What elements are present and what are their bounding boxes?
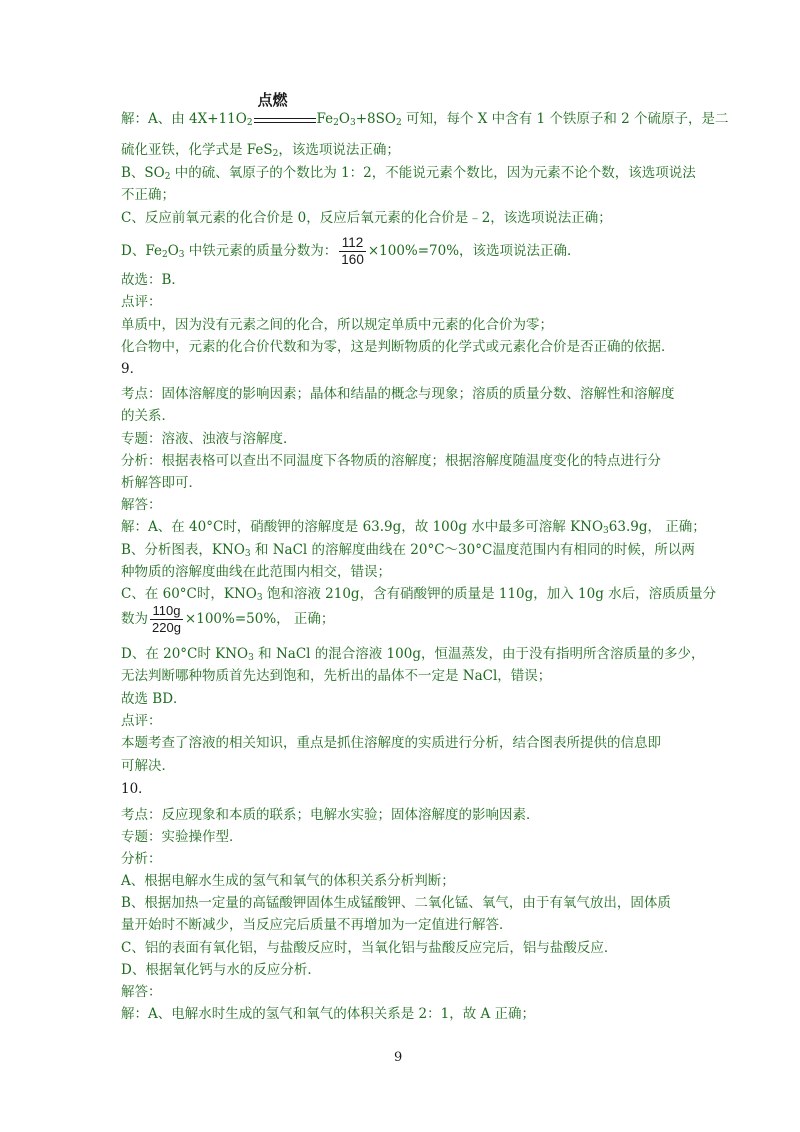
q9-option-b-line2: 种物质的溶解度曲线在此范围内相交，错误； (121, 564, 391, 580)
q10-kaodian: 考点：反应现象和本质的联系；电解水实验；固体溶解度的影响因素． (121, 807, 540, 823)
q8-option-b-line1: B、$SO_2$ 中的硫、氧原子的个数比为 1：2，不能说元素个数比，因为元素不论个数，该选项说法 (121, 165, 696, 182)
q9-jieda-label: 解答： (121, 497, 162, 513)
q8-comment-label: 点评： (121, 294, 162, 310)
q9-comment-line2: 可解决． (121, 758, 175, 774)
q10-fenxi-label: 分析： (121, 851, 162, 867)
q9-option-c-line2: 数为 $\frac{110g}{220g}$ ×100%=50%， 正确； (121, 603, 335, 635)
q10-fenxi-b-line1: B、根据加热一定量的高锰酸钾固体生成锰酸钾、二氧化锰、氧气，由于有氧气放出，固体质 (121, 895, 671, 911)
q9-option-d-line2: 无法判断哪种物质首先达到饱和，先析出的晶体不一定是 NaCl，错误； (121, 668, 552, 684)
q10-fenxi-b-line2: 量开始时不断减少，当反应完后质量不再增加为一定值进行解答． (121, 917, 513, 933)
reaction-condition-arrow: 点燃 (254, 113, 316, 127)
q10-fenxi-c: C、铝的表面有氧化铝，与盐酸反应时，当氧化铝与盐酸反应完后，铝与盐酸反应． (121, 940, 618, 956)
q9-option-b-line1: B、分析图表，$KNO_3$ 和 NaCl 的溶解度曲线在 20°C～30°C温度范围内有相同的时候，所以两 (121, 542, 695, 559)
q10-fenxi-d: D、根据氧化钙与水的反应分析． (121, 962, 321, 978)
q9-fenxi-line2: 析解答即可． (121, 475, 202, 491)
q9-comment-label: 点评： (121, 713, 162, 729)
q9-option-c-line1: C、在 60°C时，$KNO_3$ 饱和溶液 210g，含有硝酸钾的质量是 110g，加入 10g 水后，溶质质量分 (121, 586, 717, 603)
q10-jieda-a: 解：A、电解水时生成的氢气和氧气的体积关系是 2：1，故 A 正确； (121, 1006, 536, 1022)
page-number: 9 (394, 1050, 403, 1065)
q9-option-a: 解：A、在 40°C时，硝酸钾的溶解度是 63.9g，故 100g 水中最多可溶解 $KNO_363.9g$， 正确； (121, 519, 706, 536)
q10-zhuanti: 专题：实验操作型． (121, 829, 243, 845)
q10-fenxi-a: A、根据电解水生成的氢气和氧气的体积关系分析判断； (121, 873, 455, 889)
q9-fenxi-line1: 分析：根据表格可以查出不同温度下各物质的溶解度；根据溶解度随温度变化的特点进行分 (121, 453, 661, 469)
q8-comment-line2: 化合物中，元素的化合价代数和为零，这是判断物质的化学式或元素化合价是否正确的依据． (121, 339, 675, 355)
q8-option-a-line2: 硫化亚铁，化学式是 FeS$_2$，该选项说法正确； (121, 142, 400, 159)
fraction-112-160: $\frac{112}{160}$ (341, 235, 364, 267)
q8-option-c: C、反应前氧元素的化合价是 0，反应后氧元素的化合价是﹣2，该选项说法正确； (121, 210, 612, 226)
q10-jieda-label: 解答： (121, 984, 162, 1000)
q9-answer: 故选 BD． (121, 691, 187, 707)
q8-comment-line1: 单质中，因为没有元素之间的化合，所以规定单质中元素的化合价为零； (121, 317, 553, 333)
q9-comment-line1: 本题考查了溶液的相关知识，重点是抓住溶解度的实质进行分析，结合图表所提供的信息即 (121, 735, 661, 751)
q10-number: 10． (121, 781, 152, 797)
q8-option-a-line1: 解：A、由 $4X+11O_2$ 点燃 $Fe_2O_3+8SO_2$ 可知，每个 X 中含有 1 个铁原子和 2 个硫原子，是二 (121, 90, 729, 128)
q8-option-b-line2: 不正确； (121, 187, 175, 203)
q9-kaodian-line2: 的关系． (121, 408, 175, 424)
q8-option-d: D、$Fe_2O_3$ 中铁元素的质量分数为： $\frac{112}{160}$ ×100%=70%，该选项说法正确． (121, 235, 581, 267)
q9-number: 9． (121, 361, 144, 377)
q8-answer: 故选：B． (121, 272, 185, 288)
q9-option-d-line1: D、在 20°C时 $KNO_3$ 和 NaCl 的混合溶液 100g，恒温蒸发，由于没有指明所含溶质量的多少， (121, 646, 705, 663)
q9-zhuanti: 专题：溶液、浊液与溶解度． (121, 431, 297, 447)
q9-kaodian-line1: 考点：固体溶解度的影响因素；晶体和结晶的概念与现象；溶质的质量分数、溶解性和溶解度 (121, 386, 675, 402)
fraction-110g-220g: $\frac{110g}{220g}$ (152, 603, 181, 635)
